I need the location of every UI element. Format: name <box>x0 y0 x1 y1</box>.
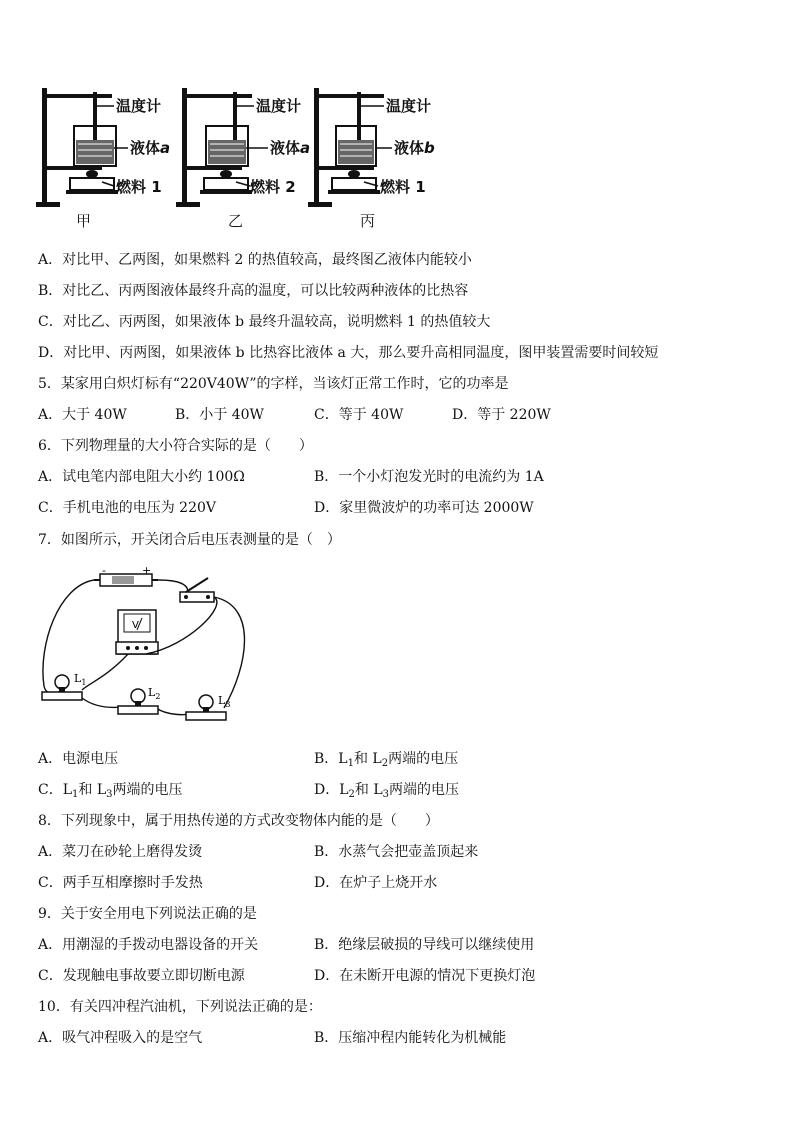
thermometer-label-yi: 温度计 <box>256 97 302 115</box>
apparatus-bing <box>308 88 435 230</box>
q5-option-b: B．小于 40W <box>175 407 264 423</box>
heating-apparatus-figure <box>36 86 446 234</box>
q9-option-a: A．用潮湿的手拨动电器设备的开关 <box>38 937 259 953</box>
caption-bing: 丙 <box>360 212 376 230</box>
q4-option-a: A．对比甲、乙两图，如果燃料 2 的热值较高，最终图乙液体内能较小 <box>38 252 472 268</box>
fuel-label-jia: 燃料 1 <box>116 178 162 196</box>
q6-option-b: B．一个小灯泡发光时的电流约为 1A <box>314 469 544 485</box>
q8-stem: 8．下列现象中，属于用热传递的方式改变物体内能的是（ ） <box>38 813 439 829</box>
q6-option-a: A．试电笔内部电阻大小约 100Ω <box>38 469 245 485</box>
caption-jia: 甲 <box>76 212 92 230</box>
q7-option-b: B．$L_1$和 $L_2$两端的电压 <box>314 751 459 769</box>
q5-option-c: C．等于 40W <box>314 407 404 423</box>
q8-option-b: B．水蒸气会把壶盖顶起来 <box>314 844 479 860</box>
lamp-l1-label: $L_1$ <box>74 672 87 687</box>
liquid-label-jia: 液体a <box>130 139 171 157</box>
q5-option-a: A．大于 40W <box>38 407 127 423</box>
voltmeter-label: V <box>132 620 139 631</box>
q5-option-d: D．等于 220W <box>452 407 551 423</box>
q4-option-d: D．对比甲、丙两图，如果液体 b 比热容比液体 a 大，那么要升高相同温度，图甲装置需要时间较短 <box>38 345 659 361</box>
q9-option-d: D．在未断开电源的情况下更换灯泡 <box>314 968 536 984</box>
q5-stem: 5．某家用白炽灯标有“220V40W”的字样，当该灯正常工作时，它的功率是 <box>38 376 509 392</box>
q7-option-d: D．$L_2$和 $L_3$两端的电压 <box>314 782 460 800</box>
q4-option-c: C．对比乙、丙两图，如果液体 b 最终升温较高，说明燃料 1 的热值较大 <box>38 314 491 330</box>
fuel-label-bing: 燃料 1 <box>380 178 426 196</box>
thermometer-label-bing: 温度计 <box>386 97 432 115</box>
q8-option-a: A．菜刀在砂轮上磨得发烫 <box>38 844 203 860</box>
thermometer-label-jia: 温度计 <box>116 97 162 115</box>
q6-option-d: D．家里微波炉的功率可达 2000W <box>314 500 534 516</box>
q6-stem: 6．下列物理量的大小符合实际的是（ ） <box>38 438 313 454</box>
q10-option-b: B．压缩冲程内能转化为机械能 <box>314 1030 507 1046</box>
caption-yi: 乙 <box>228 212 244 230</box>
lamp-l2-label: $L_2$ <box>148 686 161 701</box>
q10-stem: 10．有关四冲程汽油机，下列说法正确的是： <box>38 999 322 1015</box>
liquid-label-bing: 液体b <box>394 139 435 157</box>
q8-option-c: C．两手互相摩擦时手发热 <box>38 875 203 891</box>
q9-stem: 9．关于安全用电下列说法正确的是 <box>38 906 257 922</box>
q8-option-d: D．在炉子上烧开水 <box>314 875 438 891</box>
q7-stem: 7．如图所示，开关闭合后电压表测量的是（ ） <box>38 532 341 548</box>
battery-pos-sign: + <box>142 566 152 577</box>
q9-option-c: C．发现触电事故要立即切断电源 <box>38 968 245 984</box>
q10-option-a: A．吸气冲程吸入的是空气 <box>38 1030 203 1046</box>
q4-option-b: B．对比乙、丙两图液体最终升高的温度，可以比较两种液体的比热容 <box>38 283 469 299</box>
q7-option-c: C．$L_1$和 $L_3$两端的电压 <box>38 782 183 800</box>
q7-option-a: A．电源电压 <box>38 751 119 767</box>
liquid-label-yi: 液体a <box>270 139 311 157</box>
apparatus-jia <box>36 88 170 230</box>
battery-neg-sign: - <box>102 566 106 577</box>
fuel-label-yi: 燃料 2 <box>250 178 296 196</box>
q6-option-c: C．手机电池的电压为 220V <box>38 500 216 516</box>
circuit-diagram <box>38 566 266 726</box>
apparatus-yi <box>176 88 310 230</box>
q9-option-b: B．绝缘层破损的导线可以继续使用 <box>314 937 535 953</box>
lamp-l3-label: $L_3$ <box>218 694 231 709</box>
